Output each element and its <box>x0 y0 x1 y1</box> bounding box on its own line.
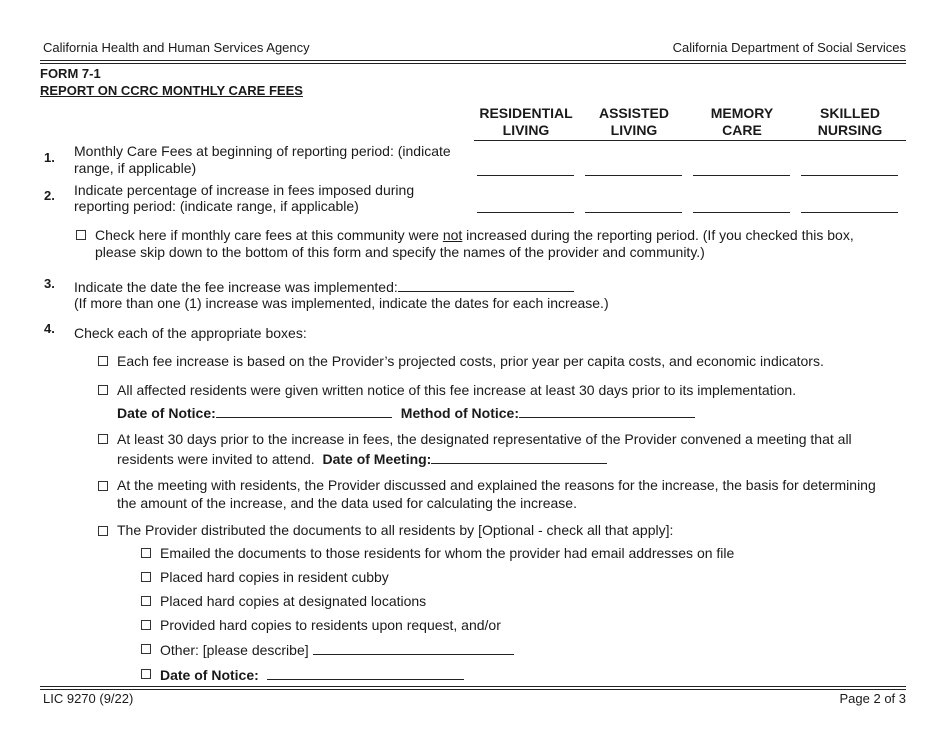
sub-cubby-text: Placed hard copies in resident cubby <box>160 569 389 585</box>
check-distributed-checkbox[interactable] <box>98 526 108 536</box>
item-4-number: 4. <box>44 321 55 336</box>
sub-emailed-text: Emailed the documents to those residents for whom the provider had email addresses on file <box>160 545 735 561</box>
item-2-text-line1: Indicate percentage of increase in fees imposed during <box>74 182 415 198</box>
item-3-text-line1: Indicate the date the fee increase was implemented: <box>74 278 574 296</box>
sub-emailed-checkbox[interactable] <box>141 548 151 558</box>
item-1-memory-blank[interactable] <box>693 175 790 176</box>
sub-upon-request-checkbox[interactable] <box>141 620 151 630</box>
column-header-rule <box>474 140 906 141</box>
sub-other-row <box>160 641 514 659</box>
check-meeting-text-line1: At least 30 days prior to the increase in fees, the designated representative of the Provider convened a meeting that all <box>117 431 852 447</box>
sub-date-of-notice-label: Date of Notice: <box>160 667 259 683</box>
item-1-residential-blank[interactable] <box>477 175 574 176</box>
check-cost-basis-checkbox[interactable] <box>98 356 108 366</box>
not-increased-line2: please skip down to the bottom of this form and specify the names of the provider and community.) <box>95 244 705 260</box>
item-3-text-line2: (If more than one (1) increase was implemented, indicate the dates for each increase.) <box>74 295 609 311</box>
check-written-notice-checkbox[interactable] <box>98 385 108 395</box>
sub-designated-checkbox[interactable] <box>141 596 151 606</box>
sub-other-checkbox[interactable] <box>141 644 151 654</box>
item-1-text-line2: range, if applicable) <box>74 160 197 176</box>
other-label: Other: [please describe] <box>160 642 309 658</box>
item-4-intro: Check each of the appropriate boxes: <box>74 325 307 341</box>
sub-date-of-notice-blank[interactable] <box>267 666 464 680</box>
not-increased-checkbox[interactable] <box>76 230 86 240</box>
page-number: Page 2 of 3 <box>839 691 906 706</box>
check-meeting-checkbox[interactable] <box>98 434 108 444</box>
check-discussion-text-line2: the amount of the increase, and the data used for calculating the increase. <box>117 495 577 511</box>
item-2-residential-blank[interactable] <box>477 212 574 213</box>
item-1-number: 1. <box>44 150 55 165</box>
sub-upon-request-text: Provided hard copies to residents upon request, and/or <box>160 617 501 633</box>
sub-date-row <box>160 666 464 684</box>
check-cost-basis-text: Each fee increase is based on the Provider’s projected costs, prior year per capita costs, and economic indicators. <box>117 353 824 369</box>
date-of-meeting-label: Date of Meeting: <box>322 451 432 467</box>
check-meeting-text-line2: residents were invited to attend. Date of Meeting: <box>117 450 607 468</box>
item-3-date-blank[interactable] <box>398 278 574 292</box>
item-3-number: 3. <box>44 276 55 291</box>
agency-right: California Department of Social Services <box>672 40 906 55</box>
check-discussion-checkbox[interactable] <box>98 481 108 491</box>
check-distributed-text: The Provider distributed the documents to all residents by [Optional - check all that apply]: <box>117 522 674 538</box>
form-id: LIC 9270 (9/22) <box>43 691 134 706</box>
form-title: REPORT ON CCRC MONTHLY CARE FEES <box>40 83 303 98</box>
item-1-assisted-blank[interactable] <box>585 175 682 176</box>
agency-left: California Health and Human Services Agency <box>43 40 310 55</box>
date-of-notice-blank[interactable] <box>216 404 392 418</box>
header-rule <box>40 60 906 64</box>
column-residential-living: RESIDENTIAL LIVING <box>479 105 573 138</box>
footer-rule <box>40 686 906 690</box>
item-2-text-line2: reporting period: (indicate range, if applicable) <box>74 198 359 214</box>
check-written-notice-text: All affected residents were given written notice of this fee increase at least 30 days prior to its implementation. <box>117 382 797 398</box>
sub-cubby-checkbox[interactable] <box>141 572 151 582</box>
sub-date-checkbox[interactable] <box>141 669 151 679</box>
column-memory-care: MEMORY CARE <box>710 105 774 138</box>
item-2-memory-blank[interactable] <box>693 212 790 213</box>
method-of-notice-label: Method of Notice: <box>400 405 520 421</box>
sub-designated-text: Placed hard copies at designated locations <box>160 593 427 609</box>
other-describe-blank[interactable] <box>313 641 514 655</box>
column-skilled-nursing: SKILLED NURSING <box>817 105 883 138</box>
date-of-meeting-blank[interactable] <box>431 450 607 464</box>
column-assisted-living: ASSISTED LIVING <box>598 105 669 138</box>
item-1-skilled-blank[interactable] <box>801 175 898 176</box>
date-of-notice-label: Date of Notice: <box>117 405 216 421</box>
item-1-text-line1: Monthly Care Fees at beginning of reporting period: (indicate <box>74 143 451 159</box>
form-number: FORM 7-1 <box>40 66 101 81</box>
method-of-notice-blank[interactable] <box>519 404 695 418</box>
item-2-assisted-blank[interactable] <box>585 212 682 213</box>
not-increased-line1: Check here if monthly care fees at this community were not increased during the reporting period. (If you checked this box, <box>95 227 854 243</box>
check-discussion-text-line1: At the meeting with residents, the Provider discussed and explained the reasons for the increase, the basis for determining <box>117 477 876 493</box>
notice-fields-row <box>117 404 695 422</box>
item-2-skilled-blank[interactable] <box>801 212 898 213</box>
item-2-number: 2. <box>44 188 55 203</box>
